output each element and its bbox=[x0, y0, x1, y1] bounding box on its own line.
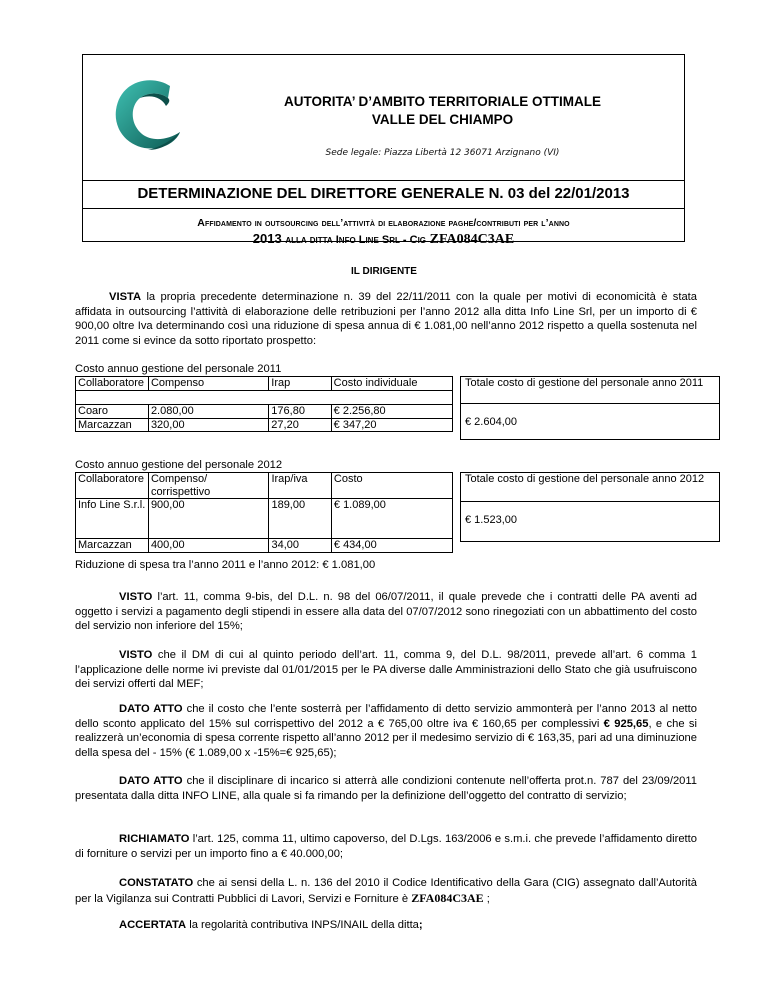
subject-text: Affidamento in outsourcing dell’attività di elaborazione paghe/contributi per l’anno bbox=[197, 217, 570, 229]
paragraph-accertata: ACCERTATA la regolarità contributiva INPS/INAIL della ditta; bbox=[119, 919, 423, 931]
table-header: Irap bbox=[269, 377, 331, 391]
table-2012-caption: Costo annuo gestione del personale 2012 bbox=[75, 459, 283, 471]
total-label: Totale costo di gestione del personale anno 2012 bbox=[465, 473, 705, 485]
table-2011-total bbox=[460, 376, 720, 440]
organization-area: VALLE DEL CHIAMPO bbox=[371, 112, 514, 127]
keyword: CONSTATATO bbox=[119, 877, 194, 889]
table-header-row: Collaboratore Compenso/ corrispettivo Irap/iva Costo bbox=[76, 473, 453, 499]
total-label: Totale costo di gestione del personale anno 2011 bbox=[465, 377, 704, 389]
subject-line-2 bbox=[82, 231, 685, 248]
table-row: Coaro 2.080,00 176,80 € 2.256,80 bbox=[76, 405, 453, 419]
paragraph-vista bbox=[75, 290, 697, 348]
paragraph-constatato: CONSTATATO che ai sensi della L. n. 136 del 2010 il Codice Identificativo della Gara (CIG) assegnato dall’Autorità per la Vigilanza sui Contratti Pubblici di Lavori, Servizi e Forniture è ZFA084C3AE ; bbox=[75, 877, 697, 905]
subject-company: alla ditta Info Line Srl bbox=[285, 234, 400, 246]
keyword: RICHIAMATO bbox=[119, 833, 190, 845]
table-header: Collaboratore bbox=[76, 377, 149, 391]
header-divider bbox=[82, 180, 685, 181]
keyword: DATO ATTO bbox=[119, 703, 183, 715]
table-row: Marcazzan 400,00 34,00 € 434,00 bbox=[76, 539, 453, 553]
subject-line-1 bbox=[82, 217, 685, 229]
paragraph-text: la propria precedente determinazione n. 39 del 22/11/2011 con la quale per motivi di economicità è stata affidata in outsourcing l’attività di elaborazione delle retribuzioni per l’anno 2012 alla ditta Info Line Srl, per un importo di € 900,00 oltre Iva determinando così una riduzione di spesa annua di € 1.081,00 nell’anno 2012 rispetto a quella sostenuta nel 2011 come si evince da sotto riportato prospetto: bbox=[75, 291, 697, 347]
subject-year: 2013 bbox=[252, 231, 282, 246]
keyword: VISTO bbox=[119, 649, 153, 661]
determination-title: DETERMINAZIONE DEL DIRETTORE GENERALE N. 03 del 22/01/2013 bbox=[137, 185, 630, 202]
header-divider bbox=[82, 208, 685, 209]
section-heading: IL DIRIGENTE bbox=[351, 266, 417, 277]
table-row: Info Line S.r.l. 900,00 189,00 € 1.089,00 bbox=[76, 499, 453, 539]
table-2011-caption: Costo annuo gestione del personale 2011 bbox=[75, 363, 282, 375]
keyword: DATO ATTO bbox=[119, 775, 183, 787]
total-value: € 2.604,00 bbox=[461, 403, 719, 439]
organization-name: AUTORITA’ D’AMBITO TERRITORIALE OTTIMALE bbox=[284, 94, 601, 109]
table-header: Compenso bbox=[148, 377, 268, 391]
paragraph-visto-1: VISTO l’art. 11, comma 9-bis, del D.L. n. 98 del 06/07/2011, il quale prevede che i contratti delle PA aventi ad oggetto i servizi a pagamento degli stipendi in essere alla data del 07/07/2012 sono rinegoziati con un abbattimento del costo del servizio non inferiore del 15%; bbox=[75, 591, 697, 633]
subject-cig-label: - Cig bbox=[399, 234, 427, 246]
table-2012 bbox=[75, 472, 453, 553]
paragraph-dato-atto-1: DATO ATTO che il costo che l’ente sosterrà per l’affidamento di detto servizio ammonterà per l’anno 2013 al netto dello sconto applicato del 15% sul corrispettivo del 2012 a € 765,00 oltre iva € 160,65 per complessivi € 925,65, e che si realizzerà un’economia di spesa corrente rispetto all’anno 2012 per il medesimo servizio di € 163,35, pari ad una diminuzione della spesa del - 15% (€ 1.089,00 x -15%=€ 925,65); bbox=[75, 703, 697, 759]
subject-cig-code: ZFA084C3AE bbox=[429, 232, 515, 247]
cig-code: ZFA084C3AE bbox=[411, 890, 484, 905]
paragraph-richiamato: RICHIAMATO l’art. 125, comma 11, ultimo capoverso, del D.Lgs. 163/2006 e s.m.i. che prevede l’affidamento diretto di forniture o servizi per un importo fino a € 40.000,00; bbox=[75, 833, 697, 860]
total-amount: € 925,65 bbox=[603, 717, 649, 730]
paragraph-dato-atto-2: DATO ATTO che il disciplinare di incarico si atterrà alle condizioni contenute nell’offerta prot.n. 787 del 23/09/2011 presentata dalla ditta INFO LINE, alla quale si fa rimando per la definizione dell’oggetto del contratto di servizio; bbox=[75, 775, 697, 802]
paragraph-visto-2: VISTO che il DM di cui al quinto periodo dell’art. 11, comma 9, del D.L. 98/2011, prevede all’art. 6 comma 1 l’applicazione delle norme ivi previste dal 01/01/2015 per le PA diverse dalle Amministrazioni dello Stato che già usufruiscono dei servizi offerti dal MEF; bbox=[75, 649, 697, 691]
keyword: ACCERTATA bbox=[119, 919, 187, 931]
spending-reduction: Riduzione di spesa tra l’anno 2011 e l’anno 2012: € 1.081,00 bbox=[75, 559, 376, 571]
authority-logo bbox=[108, 72, 190, 154]
table-2011 bbox=[75, 376, 453, 432]
table-2012-total bbox=[460, 472, 720, 542]
table-header: Costo individuale bbox=[331, 377, 452, 391]
table-row: Marcazzan 320,00 27,20 € 347,20 bbox=[76, 418, 453, 432]
keyword: VISTO bbox=[119, 591, 153, 603]
legal-seat: Sede legale: Piazza Libertà 12 36071 Arzignano (VI) bbox=[325, 148, 560, 158]
keyword: VISTA bbox=[109, 291, 142, 303]
total-value: € 1.523,00 bbox=[461, 501, 719, 541]
